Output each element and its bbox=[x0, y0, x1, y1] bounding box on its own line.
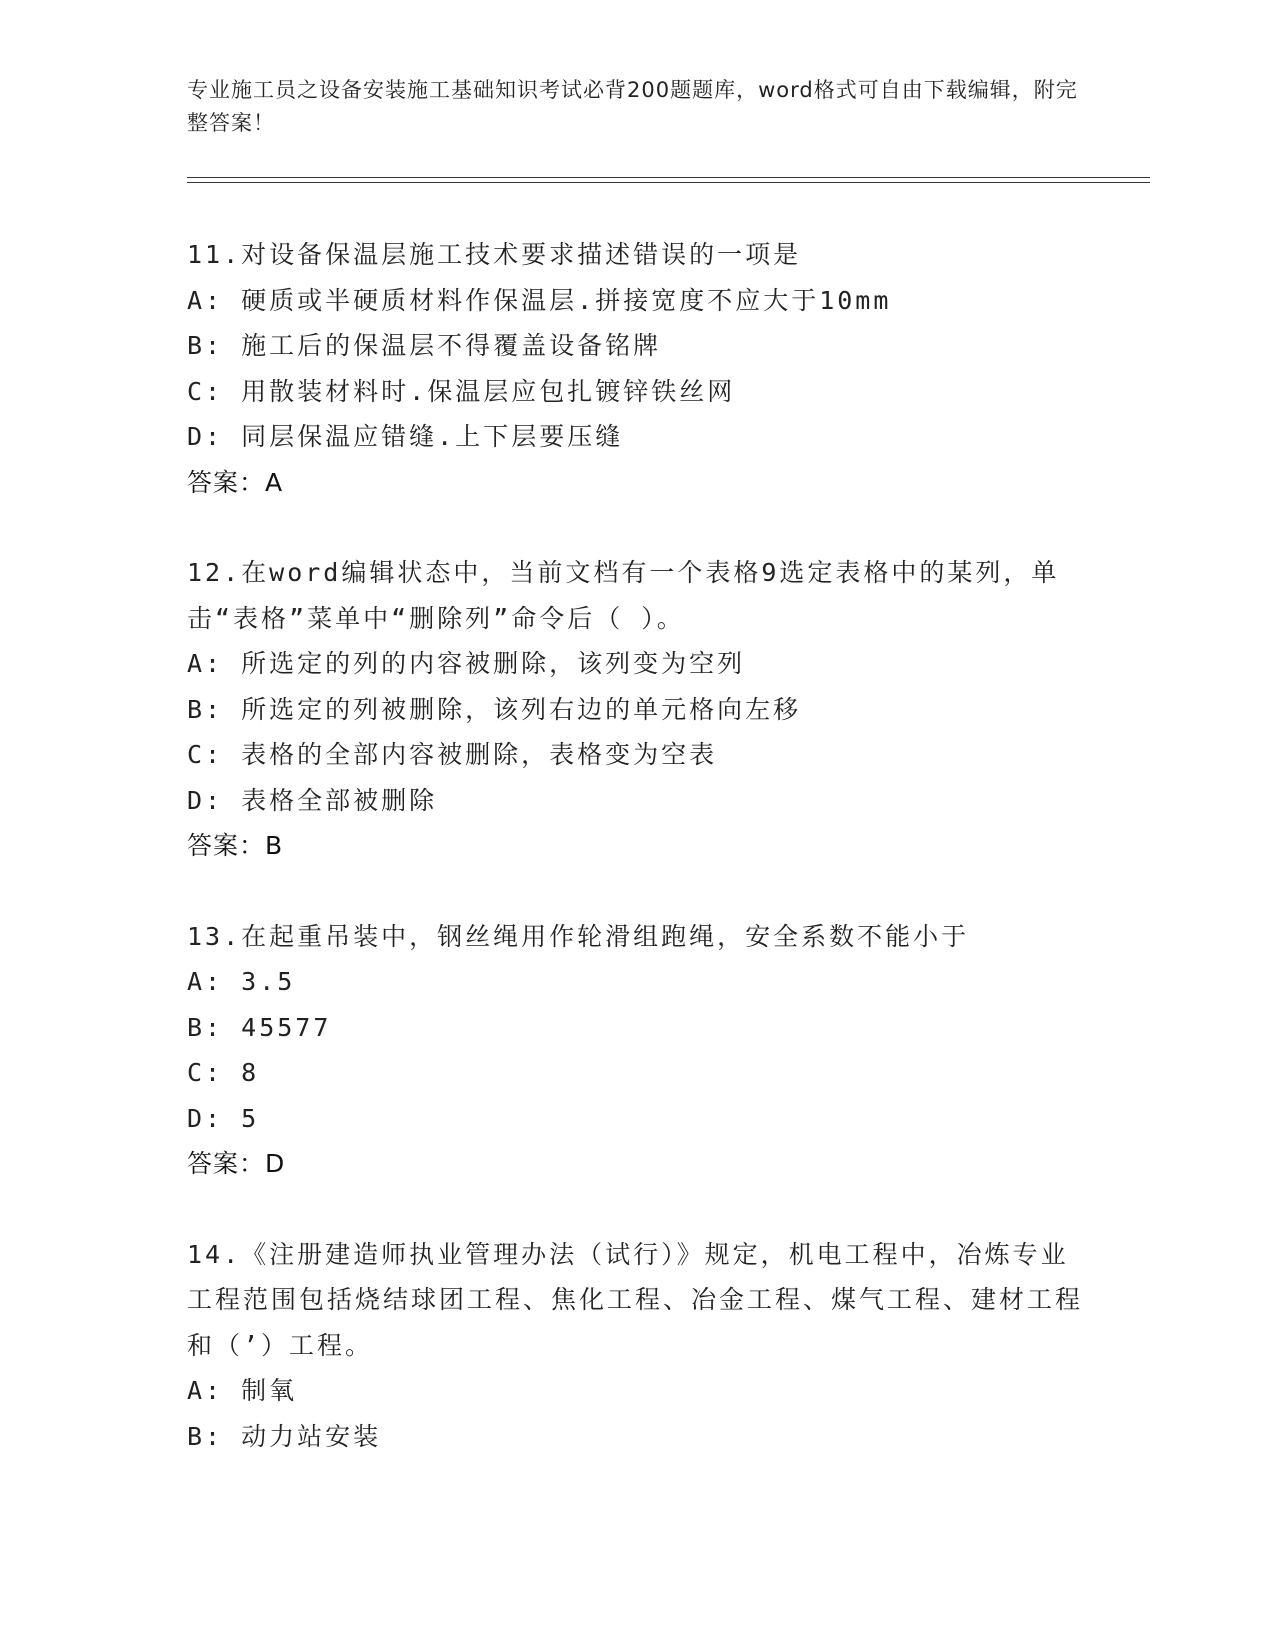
document-header: 专业施工员之设备安装施工基础知识考试必背200题题库，word格式可自由下载编辑，附完整答案！ bbox=[187, 78, 1078, 135]
option-d: D: 5 bbox=[187, 1103, 260, 1133]
option-a: A: 制氧 bbox=[187, 1376, 298, 1405]
answer-label: 答案：B bbox=[187, 831, 284, 860]
option-b: B: 动力站安装 bbox=[187, 1421, 382, 1451]
option-d: D: 同层保温应错缝.上下层要压缝 bbox=[187, 422, 624, 451]
question-list bbox=[187, 232, 1087, 1504]
option-a: A: 硬质或半硬质材料作保温层.拼接宽度不应大于10mm bbox=[187, 285, 892, 315]
answer-label: 答案：A bbox=[187, 467, 284, 497]
question-stem: 12.在word编辑状态中，当前文档有一个表格9选定表格中的某列，单击“表格”菜单中“删除列”命令后（ ）。 bbox=[187, 558, 1060, 633]
option-d: D: 表格全部被删除 bbox=[187, 785, 438, 815]
option-b: B: 施工后的保温层不得覆盖设备铭牌 bbox=[187, 331, 662, 360]
question-13 bbox=[187, 914, 1087, 1187]
option-c: C: 用散装材料时.保温层应包扎镀锌铁丝网 bbox=[187, 376, 736, 406]
question-stem: 14.《注册建造师执业管理办法（试行）》规定，机电工程中，冶炼专业工程范围包括烧结球团工程、焦化工程、冶金工程、煤气工程、建材工程和（’）工程。 bbox=[187, 1239, 1084, 1360]
option-a: A: 所选定的列的内容被删除，该列变为空列 bbox=[187, 649, 746, 678]
question-stem: 13.在起重吊装中，钢丝绳用作轮滑组跑绳，安全系数不能小于 bbox=[187, 921, 970, 951]
option-b: B: 所选定的列被删除，该列右边的单元格向左移 bbox=[187, 694, 802, 724]
option-b: B: 45577 bbox=[187, 1012, 332, 1042]
header-rule-bottom bbox=[187, 182, 1150, 183]
header-rule-top bbox=[187, 177, 1150, 178]
option-c: C: 表格的全部内容被删除，表格变为空表 bbox=[187, 740, 718, 769]
option-a: A: 3.5 bbox=[187, 967, 296, 996]
answer-label: 答案：D bbox=[187, 1149, 286, 1178]
question-stem: 11.对设备保温层施工技术要求描述错误的一项是 bbox=[187, 240, 802, 269]
option-c: C: 8 bbox=[187, 1058, 260, 1087]
question-12 bbox=[187, 550, 1087, 869]
question-11 bbox=[187, 232, 1087, 505]
question-14 bbox=[187, 1232, 1087, 1460]
